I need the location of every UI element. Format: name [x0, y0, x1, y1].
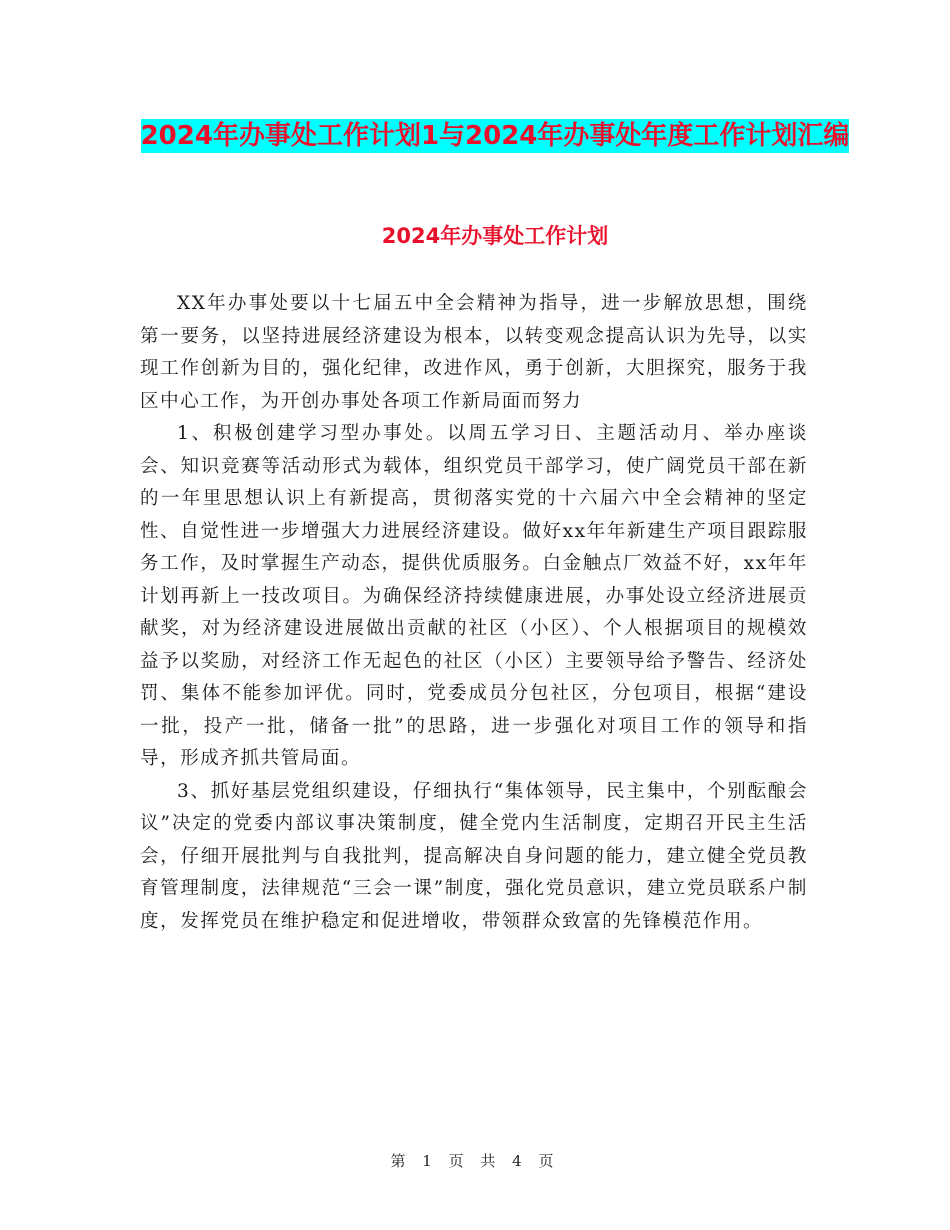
paragraph-item-1: 1、积极创建学习型办事处。以周五学习日、主题活动月、举办座谈会、知识竞赛等活动形式为载体，组织党员干部学习，使广阔党员干部在新的一年里思想认识上有新提高，贯彻落实党的十六届六中全会精神的坚定性、自觉性进一步增强大力进展经济建设。做好xx年年新建生产项目跟踪服务工作，及时掌握生产动态，提供优质服务。白金触点厂效益不好，xx年年计划再新上一技改项目。为确保经济持续健康进展，办事处设立经济进展贡献奖，对为经济建设进展做出贡献的社区（小区）、个人根据项目的规模效益予以奖励，对经济工作无起色的社区（小区）主要领导给予警告、经济处罚、集体不能参加评优。同时，党委成员分包社区，分包项目，根据“建设一批，投产一批，储备一批”的思路，进一步强化对项目工作的领导和指导，形成齐抓共管局面。 — [140, 423, 808, 769]
document-title — [140, 112, 850, 160]
document-title-text: 2024年办事处工作计划1与2024年办事处年度工作计划汇编 — [140, 121, 850, 151]
section-title: 2024年办事处工作计划 — [381, 224, 609, 248]
page-number: 第 1 页 共 4 页 — [390, 1152, 560, 1170]
paragraph-item-3: 3、抓好基层党组织建设，仔细执行“集体领导，民主集中，个别酝酿会议”决定的党委内部议事决策制度，健全党内生活制度，定期召开民主生活会，仔细开展批判与自我批判，提高解决自身问题的能力，建立健全党员教育管理制度，法律规范“三会一课”制度，强化党员意识，建立党员联系户制度，发挥党员在维护稳定和促进增收，带领群众致富的先锋模范作用。 — [140, 780, 808, 932]
paragraph-intro: XX年办事处要以十七届五中全会精神为指导，进一步解放思想，围绕第一要务，以坚持进展经济建设为根本，以转变观念提高认识为先导，以实现工作创新为目的，强化纪律，改进作风，勇于创新，大胆探究，服务于我区中心工作，为开创办事处各项工作新局面而努力 — [140, 293, 808, 412]
document-body — [140, 288, 808, 938]
